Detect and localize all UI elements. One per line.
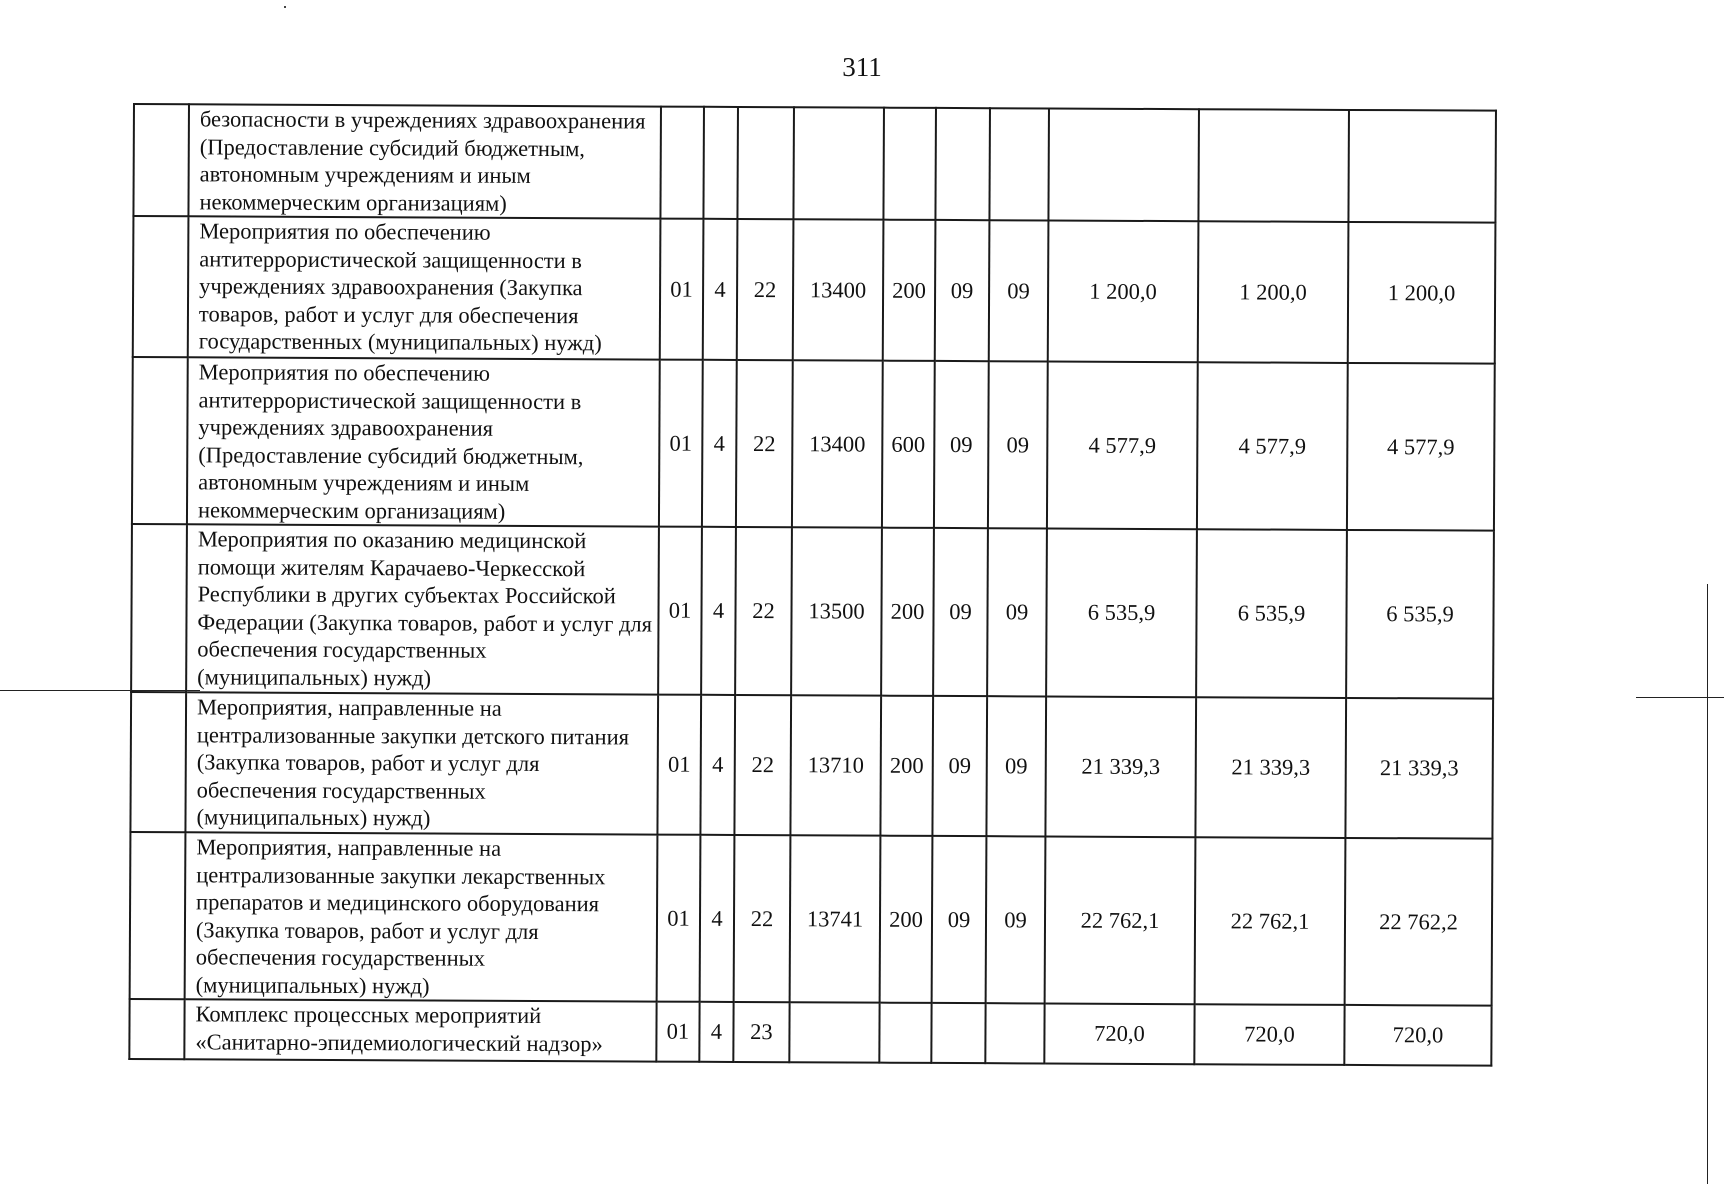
row-cell-subprogram: 4 [700, 835, 735, 1002]
row-cell-subsection: 09 [989, 220, 1049, 361]
row-cell-subprogram: 4 [701, 527, 736, 695]
row-name-cell: Мероприятия по оказанию медицинской помощи жителям Карачаево-Черкесской Республики в других субъектах Российской Федерации (Закупка товаров, работ и услуг для обеспечения государственных (муниципальных) нужд) [186, 524, 659, 694]
row-cell-subprogram: 4 [699, 1002, 733, 1062]
row-cell-program: 01 [656, 1002, 699, 1062]
row-cell-amount-1: 4 577,9 [1047, 361, 1198, 529]
row-cell-program: 01 [657, 695, 701, 835]
row-cell-subprogram: 4 [703, 219, 738, 360]
row-cell-section [931, 1003, 985, 1063]
scan-artifact-vline-right [1707, 584, 1708, 1184]
row-index-cell [132, 357, 188, 524]
row-cell-subsection: 09 [988, 361, 1048, 528]
budget-table-container [128, 103, 1497, 1067]
row-cell-subsection: 09 [986, 696, 1046, 836]
row-cell-subsection: 09 [986, 836, 1046, 1003]
row-cell-amount-2 [1198, 109, 1349, 222]
row-cell-section: 09 [932, 696, 987, 836]
row-cell-direction [737, 107, 794, 219]
row-cell-expense-type: 200 [881, 528, 934, 696]
row-cell-expense-type [879, 1003, 931, 1063]
row-cell-expense-code: 13710 [790, 695, 881, 835]
row-cell-direction: 23 [733, 1002, 789, 1062]
row-cell-amount-3: 21 339,3 [1345, 698, 1493, 839]
row-name-cell: Мероприятия по обеспечению антитеррористической защищенности в учреждениях здравоохранения (Предоставление субсидий бюджетным, автономным учреждениям и иным некоммерческим организациям) [187, 357, 660, 526]
row-index-cell [133, 216, 189, 357]
scan-artifact-dot [284, 6, 286, 8]
row-cell-section: 09 [932, 836, 987, 1003]
row-cell-amount-2: 21 339,3 [1195, 697, 1346, 838]
row-cell-amount-1: 720,0 [1044, 1003, 1194, 1064]
row-cell-expense-code: 13400 [793, 219, 884, 360]
row-cell-subprogram: 4 [700, 695, 735, 835]
table-row [129, 999, 1491, 1066]
budget-table [128, 103, 1497, 1067]
scan-artifact-line-left [0, 690, 200, 691]
row-cell-section: 09 [933, 528, 988, 696]
table-row [133, 216, 1496, 364]
row-cell-subsection [989, 108, 1049, 220]
row-cell-subsection: 09 [987, 528, 1047, 696]
row-index-cell [131, 524, 187, 692]
row-cell-section: 09 [934, 361, 989, 528]
row-name-cell: безопасности в учреждениях здравоохранения (Предоставление субсидий бюджетным, автономным учреждениям и иным некоммерческим организациям) [188, 104, 661, 218]
row-cell-program: 01 [659, 360, 703, 527]
row-cell-program [660, 107, 704, 219]
row-cell-direction: 22 [734, 835, 791, 1002]
row-cell-amount-3: 720,0 [1344, 1005, 1491, 1066]
row-cell-amount-3: 22 762,2 [1345, 838, 1493, 1006]
row-index-cell [129, 999, 184, 1059]
row-cell-program: 01 [660, 219, 704, 360]
row-cell-amount-1: 21 339,3 [1045, 696, 1196, 837]
table-row [130, 832, 1493, 1006]
row-name-cell: Комплекс процессных мероприятий «Санитарно-эпидемиологический надзор» [184, 999, 656, 1061]
table-row [133, 104, 1496, 223]
row-cell-expense-type: 200 [883, 220, 936, 361]
row-cell-expense-code: 13400 [792, 360, 883, 527]
table-row [130, 692, 1493, 839]
row-name-cell: Мероприятия, направленные на централизованные закупки лекарственных препаратов и медицинского оборудования (Закупка товаров, работ и услуг для обеспечения государственных (муниципальных) нужд) [185, 832, 658, 1001]
row-cell-direction: 22 [737, 219, 794, 360]
row-cell-amount-2: 6 535,9 [1196, 529, 1347, 698]
row-cell-amount-1: 6 535,9 [1046, 528, 1197, 697]
row-cell-section [935, 108, 990, 220]
row-cell-direction: 22 [734, 695, 791, 835]
row-cell-amount-2: 1 200,0 [1198, 221, 1349, 363]
row-index-cell [130, 692, 186, 832]
row-cell-expense-code: 13741 [790, 835, 881, 1002]
row-index-cell [133, 104, 189, 216]
scan-artifact-line-right [1636, 697, 1724, 698]
row-cell-expense-code: 13500 [791, 527, 882, 695]
row-cell-program: 01 [657, 835, 701, 1002]
row-cell-amount-3 [1348, 110, 1496, 223]
row-cell-expense-type: 200 [880, 836, 933, 1003]
row-index-cell [130, 832, 186, 999]
row-cell-amount-2: 720,0 [1194, 1004, 1344, 1065]
row-cell-subprogram [703, 107, 738, 219]
row-cell-amount-3: 4 577,9 [1347, 363, 1495, 531]
row-cell-subsection [985, 1003, 1044, 1063]
row-cell-expense-code [789, 1002, 879, 1062]
row-cell-amount-1: 1 200,0 [1048, 220, 1199, 362]
row-cell-amount-3: 1 200,0 [1348, 222, 1496, 364]
row-cell-expense-type [883, 108, 936, 220]
row-cell-amount-3: 6 535,9 [1346, 530, 1494, 699]
table-row [131, 524, 1494, 699]
row-cell-direction: 22 [735, 527, 792, 695]
row-cell-expense-type: 600 [882, 361, 935, 528]
row-name-cell: Мероприятия по обеспечению антитеррористической защищенности в учреждениях здравоохранения (Закупка товаров, работ и услуг для обеспечения государственных (муниципальных) нужд) [188, 216, 661, 359]
row-cell-expense-code [793, 107, 884, 219]
row-cell-direction: 22 [736, 360, 793, 527]
row-cell-amount-2: 4 577,9 [1197, 362, 1348, 530]
row-cell-amount-1: 22 762,1 [1045, 836, 1196, 1004]
row-cell-amount-1 [1048, 108, 1199, 221]
page-number: 311 [842, 52, 882, 82]
table-row [132, 357, 1495, 531]
row-cell-program: 01 [658, 527, 702, 695]
row-cell-amount-2: 22 762,1 [1195, 837, 1346, 1005]
table-body [129, 104, 1496, 1066]
row-name-cell: Мероприятия, направленные на централизованные закупки детского питания (Закупка товаров, работ и услуг для обеспечения государственных (муниципальных) нужд) [185, 692, 658, 834]
row-cell-expense-type: 200 [880, 696, 933, 836]
row-cell-section: 09 [935, 220, 990, 361]
row-cell-subprogram: 4 [702, 360, 737, 527]
